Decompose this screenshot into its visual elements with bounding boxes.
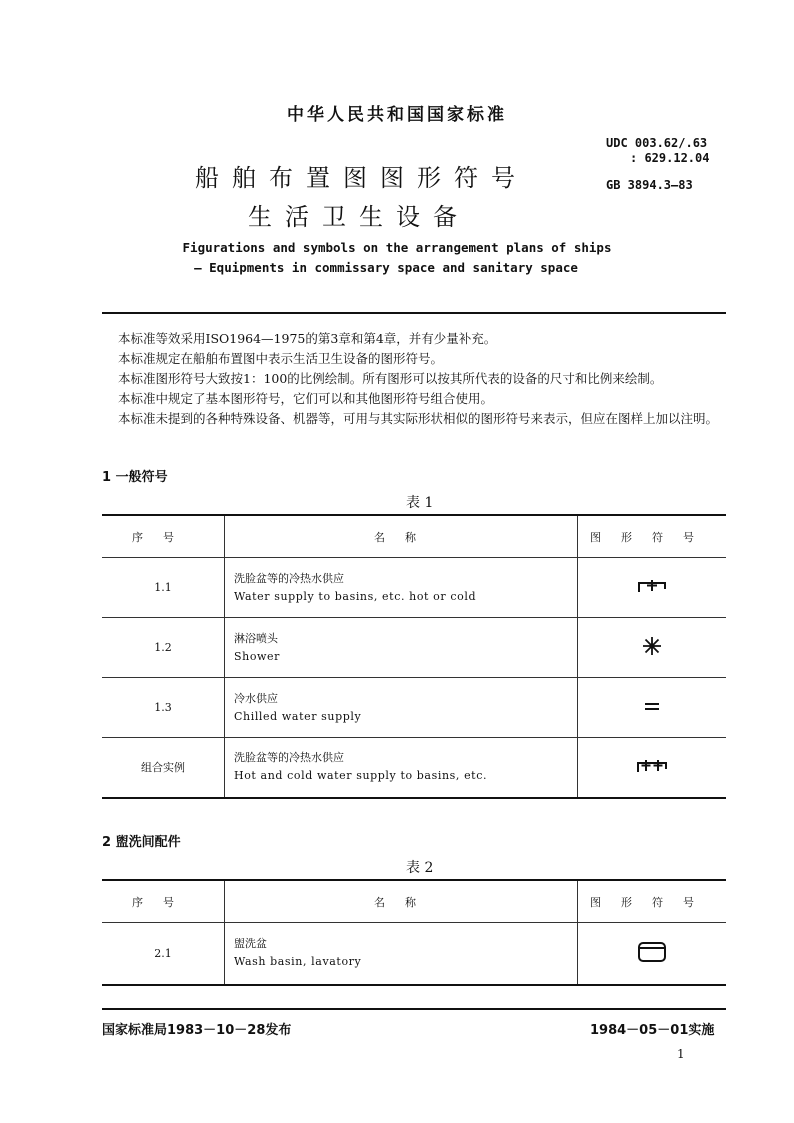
english-subtitle: — Equipments in commissary space and sanitary space <box>194 260 578 275</box>
row-symbol <box>578 923 727 985</box>
table-row <box>102 923 726 985</box>
name-chinese: 淋浴喷头 <box>234 631 278 645</box>
basin-supply-symbol-icon <box>632 576 672 596</box>
row-name <box>225 923 578 985</box>
name-english: Hot and cold water supply to basins, etc. <box>234 769 488 783</box>
hot-cold-supply-symbol-icon <box>632 756 672 776</box>
issuing-authority: 中华人民共和国国家标准 <box>287 105 507 125</box>
table-row <box>102 558 726 618</box>
name-chinese: 冷水供应 <box>234 691 278 705</box>
wash-basin-symbol-icon <box>635 940 669 964</box>
table-row <box>102 678 726 738</box>
name-english: Chilled water supply <box>234 709 362 723</box>
header-symbol: 图形符号 <box>590 895 714 909</box>
row-number: 组合实例 <box>102 738 225 798</box>
row-name <box>225 618 578 678</box>
intro-paragraph: 本标准等效采用ISO1964—1975的第3章和第4章，并有少量补充。 <box>118 331 497 346</box>
standard-number: GB 3894.3—83 <box>606 178 693 192</box>
header-rule <box>102 312 726 314</box>
english-title: Figurations and symbols on the arrangement plans of ships <box>182 240 612 255</box>
udc-code: UDC 003.62/.63 <box>606 136 708 150</box>
header-symbol: 图形符号 <box>590 530 714 544</box>
row-number: 1.1 <box>102 558 225 618</box>
table-2 <box>102 879 726 986</box>
row-name <box>225 738 578 798</box>
row-symbol <box>578 618 727 678</box>
table-2-caption: 表 2 <box>406 860 434 876</box>
section-2-heading: 2 盥洗间配件 <box>102 835 181 850</box>
shower-symbol-icon <box>640 634 664 658</box>
issue-date: 国家标准局1983－10－28发布 <box>102 1023 292 1038</box>
table-header-row <box>102 515 726 558</box>
header-number: 序号 <box>102 880 225 923</box>
row-symbol <box>578 678 727 738</box>
table-row <box>102 618 726 678</box>
effective-date: 1984－05－01实施 <box>590 1023 715 1038</box>
header-number: 序号 <box>102 515 225 558</box>
intro-paragraph: 本标准规定在船舶布置图中表示生活卫生设备的图形符号。 <box>118 351 444 366</box>
header-name: 名称 <box>225 880 578 923</box>
row-symbol <box>578 558 727 618</box>
footer-rule <box>102 1008 726 1010</box>
row-symbol <box>578 738 727 798</box>
row-number: 1.2 <box>102 618 225 678</box>
name-chinese: 盥洗盆 <box>234 937 267 951</box>
chilled-water-symbol-icon <box>640 698 664 714</box>
udc-code-continued: : 629.12.04 <box>630 151 710 165</box>
section-1-heading: 1 一般符号 <box>102 470 168 485</box>
row-number: 1.3 <box>102 678 225 738</box>
header-name: 名称 <box>225 515 578 558</box>
document-subtitle: 生活卫生设备 <box>248 203 470 231</box>
row-name <box>225 678 578 738</box>
name-english: Shower <box>234 649 281 663</box>
intro-paragraph: 本标准图形符号大致按1：100的比例绘制。所有图形可以按其所代表的设备的尺寸和比例来绘制。 <box>118 371 663 386</box>
name-english: Water supply to basins, etc. hot or cold <box>234 589 477 603</box>
table-row <box>102 738 726 798</box>
name-chinese: 洗脸盆等的冷热水供应 <box>234 571 344 585</box>
row-name <box>225 558 578 618</box>
document-title: 船舶布置图图形符号 <box>195 164 528 192</box>
row-number: 2.1 <box>102 923 225 985</box>
page-number: 1 <box>677 1047 685 1061</box>
table-1 <box>102 514 726 799</box>
name-chinese: 洗脸盆等的冷热水供应 <box>234 751 344 765</box>
intro-paragraph: 本标准中规定了基本图形符号，它们可以和其他图形符号组合使用。 <box>118 391 494 406</box>
intro-text <box>102 329 726 429</box>
table-1-caption: 表 1 <box>406 495 434 511</box>
name-english: Wash basin, lavatory <box>234 955 362 969</box>
table-header-row <box>102 880 726 923</box>
intro-paragraph: 本标准未提到的各种特殊设备、机器等，可用与其实际形状相似的图形符号来表示，但应在图样上加以注明。 <box>118 411 719 426</box>
